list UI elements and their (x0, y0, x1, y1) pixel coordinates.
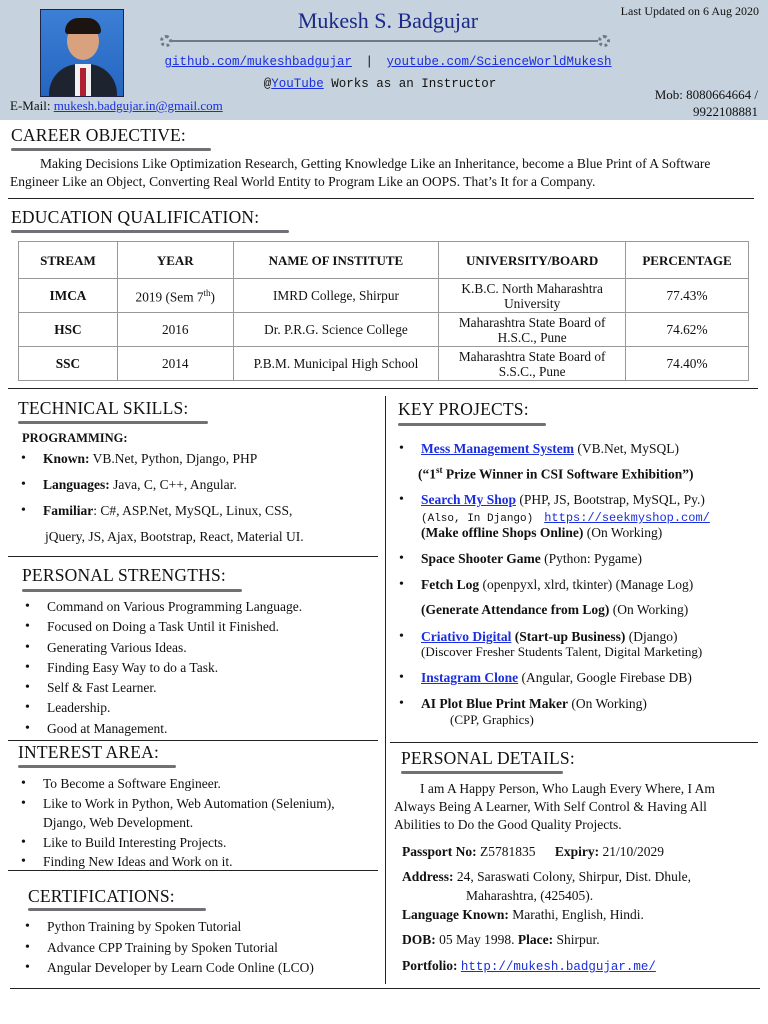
divider (8, 388, 758, 389)
candidate-name: Mukesh S. Badgujar (297, 8, 479, 33)
list-item: • Angular Developer by Learn Code Online (LCO) (22, 958, 382, 979)
email-link[interactable]: mukesh.badgujar.in@gmail.com (53, 98, 223, 113)
projects-list (396, 669, 766, 712)
projects-list (396, 628, 766, 645)
link-separator: | (365, 55, 373, 69)
projects-list (396, 491, 766, 508)
projects-heading: KEY PROJECTS: (398, 399, 529, 419)
list-item: • Good at Management. (22, 719, 382, 739)
column-divider (385, 396, 386, 984)
passport-line: Passport No: Z5781835 Expiry: 21/10/2029 (402, 844, 665, 859)
divider (8, 198, 754, 199)
strengths-list (22, 597, 382, 739)
col-percentage: PERCENTAGE (626, 242, 749, 279)
list-item: • Finding New Ideas and Work on it. (18, 852, 338, 872)
address-line: Address: 24, Saraswati Colony, Shirpur, Dist. Dhule, (402, 869, 691, 884)
email-line: E-Mail: mukesh.badgujar.in@gmail.com (10, 98, 223, 113)
projects-underline (398, 423, 546, 426)
project-ai-plot: • AI Plot Blue Print Maker (On Working) (396, 695, 766, 712)
list-item: • Python Training by Spoken Tutorial (22, 917, 382, 938)
table-header-row (19, 242, 749, 279)
address-line-2: Maharashtra, (425405). (466, 888, 594, 903)
project-instagram-clone: • Instagram Clone (Angular, Google Firebase DB) (396, 669, 766, 686)
project-link[interactable]: Search My Shop (421, 492, 517, 507)
certifications-list (22, 917, 382, 979)
interest-heading: INTEREST AREA: (18, 742, 160, 762)
skills-familiar-cont: jQuery, JS, Ajax, Bootstrap, React, Material UI. (45, 529, 304, 544)
youtube-link[interactable]: youtube.com/ScienceWorldMukesh (386, 55, 612, 69)
project-space-shooter: • Space Shooter Game (Python: Pygame) (396, 550, 766, 567)
project-desc: (Discover Fresher Students Talent, Digital Marketing) (421, 644, 703, 659)
list-item: • Command on Various Programming Language. (22, 597, 382, 617)
list-item: • Finding Easy Way to do a Task. (22, 658, 382, 678)
divider (8, 556, 378, 557)
education-heading: EDUCATION QUALIFICATION: (11, 207, 260, 227)
projects-list (396, 550, 766, 593)
project-mess-management: • Mess Management System (VB.Net, MySQL) (396, 440, 766, 457)
list-item: • Focused on Doing a Task Until it Finished. (22, 617, 382, 637)
interest-list (18, 774, 338, 872)
list-item: • Like to Build Interesting Projects. (18, 833, 338, 853)
project-desc: (CPP, Graphics) (450, 712, 534, 727)
list-item: • To Become a Software Engineer. (18, 774, 338, 794)
list-item: • Known: VB.Net, Python, Django, PHP (18, 450, 378, 468)
github-link[interactable]: github.com/mukeshbadgujar (164, 55, 352, 69)
works-line: @YouTube Works as an Instructor (263, 77, 497, 91)
list-item: • Advance CPP Training by Spoken Tutorial (22, 938, 382, 959)
certifications-underline (28, 908, 206, 911)
skills-underline (18, 421, 208, 424)
education-underline (11, 230, 289, 233)
project-link[interactable]: Instagram Clone (421, 670, 519, 685)
project-criativo-digital: • Criativo Digital (Start-up Business) (Django) (396, 628, 766, 645)
portfolio-line: Portfolio: http://mukesh.badgujar.me/ (402, 958, 656, 974)
last-updated: Last Updated on 6 Aug 2020 (620, 4, 759, 18)
youtube-inline-link[interactable]: YouTube (271, 77, 324, 91)
col-year: YEAR (117, 242, 233, 279)
project-fetch-log: • Fetch Log (openpyxl, xlrd, tkinter) (Manage Log) (396, 576, 766, 593)
col-stream: STREAM (19, 242, 118, 279)
list-item: • Languages: Java, C, C++, Angular. (18, 476, 378, 494)
project-desc: (Generate Attendance from Log) (On Working) (421, 602, 689, 617)
list-item: • Leadership. (22, 698, 382, 718)
project-link[interactable]: Criativo Digital (421, 629, 512, 644)
table-row: SSC 2014 P.B.M. Municipal High School Maharashtra State Board of S.S.C., Pune 74.40% (19, 347, 749, 381)
bottom-divider (10, 988, 760, 989)
language-line: Language Known: Marathi, English, Hindi. (402, 907, 644, 922)
career-text: Making Decisions Like Optimization Research, Getting Knowledge Like an Inheritance, become a Blue Print of A Software Engineer Like an Object, Converting Real World Entity to Program Like an OOPS. That’s It for a Company. (10, 156, 711, 189)
list-item: • Generating Various Ideas. (22, 638, 382, 658)
header-ornament (160, 35, 610, 47)
list-item: • Self & Fast Learner. (22, 678, 382, 698)
seekmyshop-link[interactable]: https://seekmyshop.com/ (544, 511, 710, 525)
education-table (18, 241, 749, 381)
strengths-underline (22, 589, 242, 592)
list-item: • Familiar: C#, ASP.Net, MySQL, Linux, CSS, (18, 502, 378, 520)
divider (390, 742, 758, 743)
personal-underline (401, 771, 563, 774)
project-also-line: (Also, In Django) https://seekmyshop.com/ (421, 511, 710, 525)
header-band (0, 0, 768, 120)
strengths-heading: PERSONAL STRENGTHS: (22, 565, 226, 585)
project-link[interactable]: Mess Management System (421, 441, 574, 456)
profile-links (0, 55, 768, 69)
dob-line: DOB: 05 May 1998. Place: Shirpur. (402, 932, 600, 947)
list-item: • Like to Work in Python, Web Automation (Selenium), Django, Web Development. (18, 794, 338, 833)
project-award: (“1st Prize Winner in CSI Software Exhibition”) (418, 465, 694, 482)
personal-about: I am A Happy Person, Who Laugh Every Where, I Am Always Being A Learner, With Self Control & Having All Abilities to Do the Good Quality Projects. (394, 781, 715, 832)
programming-subheading: PROGRAMMING: (22, 431, 128, 445)
table-row: IMCA 2019 (Sem 7th) IMRD College, Shirpur K.B.C. North Maharashtra University 77.43% (19, 279, 749, 313)
divider (8, 740, 378, 741)
portfolio-link[interactable]: http://mukesh.badgujar.me/ (460, 960, 656, 974)
mobile-numbers: Mob: 8080664664 / 9922108881 (654, 87, 758, 119)
skills-list (18, 450, 378, 520)
skills-heading: TECHNICAL SKILLS: (18, 398, 189, 418)
col-board: UNIVERSITY/BOARD (439, 242, 626, 279)
projects-list (396, 440, 766, 457)
col-institute: NAME OF INSTITUTE (233, 242, 439, 279)
personal-heading: PERSONAL DETAILS: (401, 748, 575, 768)
career-underline (11, 148, 211, 151)
interest-underline (18, 765, 176, 768)
project-desc: (Make offline Shops Online) (On Working) (421, 525, 663, 540)
table-row: HSC 2016 Dr. P.R.G. Science College Maharashtra State Board of H.S.C., Pune 74.62% (19, 313, 749, 347)
career-heading: CAREER OBJECTIVE: (11, 125, 186, 145)
certifications-heading: CERTIFICATIONS: (28, 886, 175, 906)
divider (8, 870, 378, 871)
project-search-my-shop: • Search My Shop (PHP, JS, Bootstrap, MySQL, Py.) (396, 491, 766, 508)
